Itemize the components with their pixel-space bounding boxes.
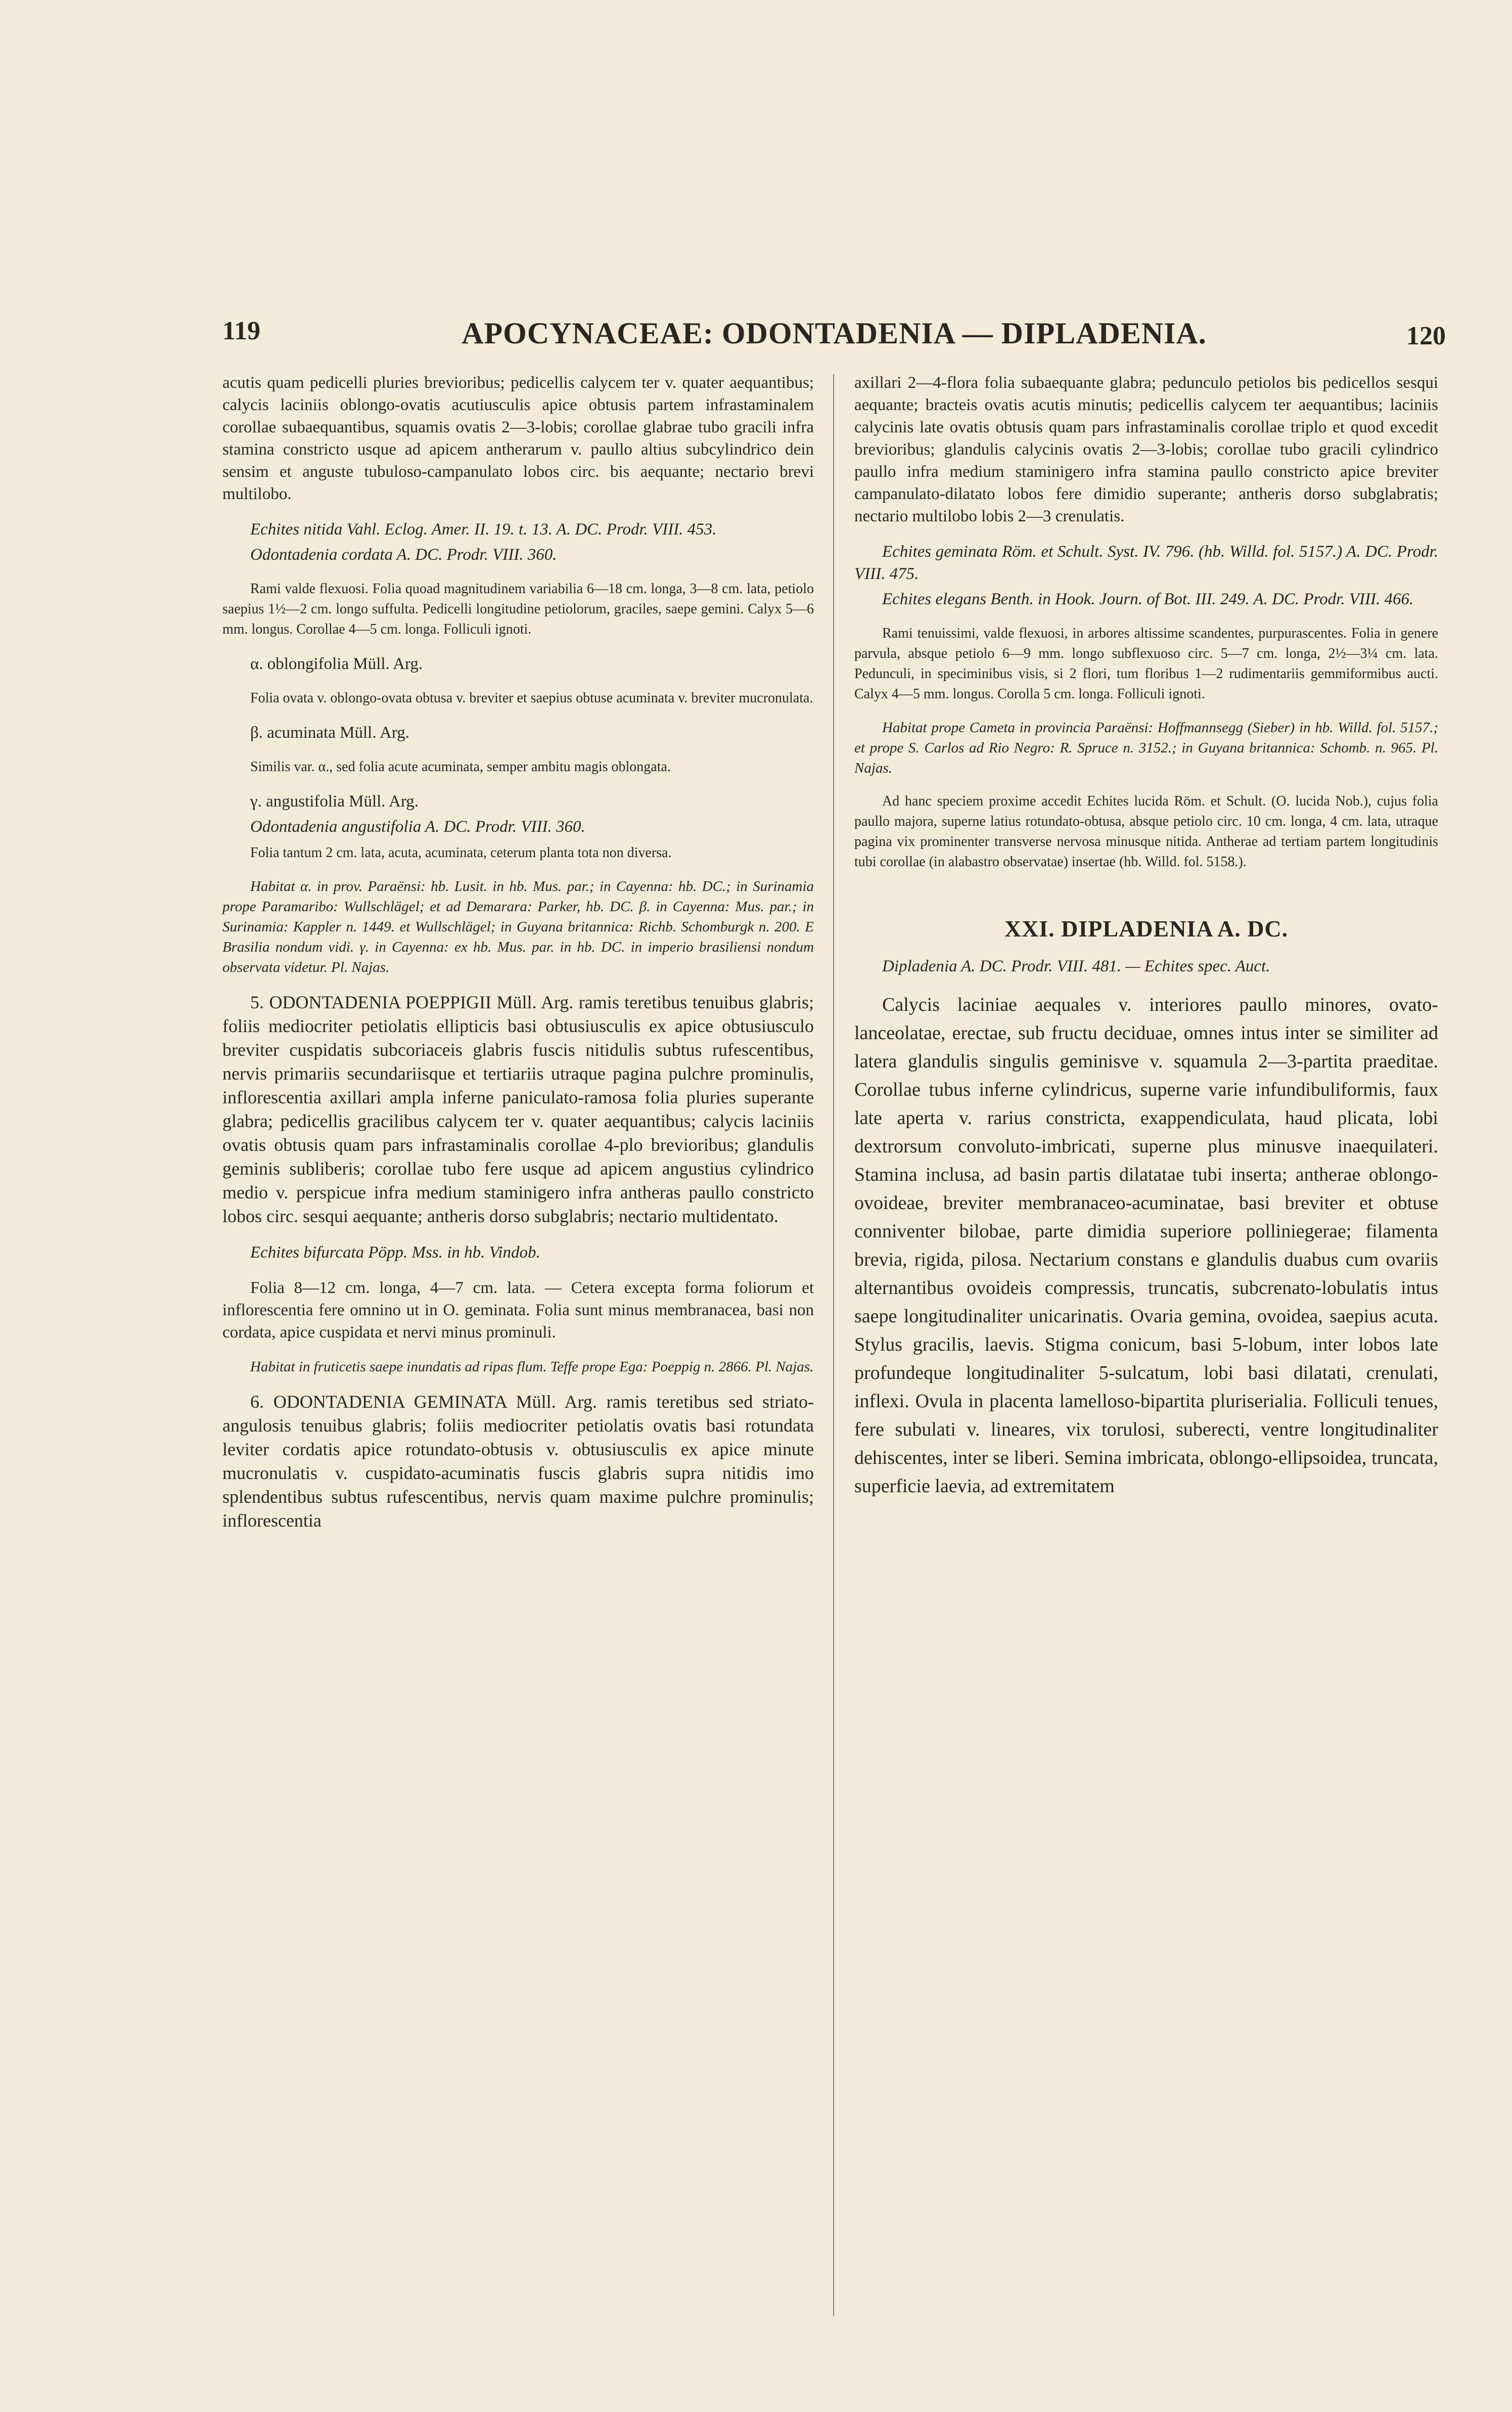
- genus-description: Calycis laciniae aequales v. interiores paullo minores, ovato-lanceolatae, erectae, sub fructu deciduae, omnes intus inter se similiter ad latera glandulis singulis geminisve v. squamula 2—3-partita praeditae. Corollae tubus inferne cylindricus, superne varie infundibuliformis, faux late aperta v. rarius constricta, exappendiculata, haud plicata, lobi dextrorsum convoluto-imbricati, superne plus minusve inaequilateri. Stamina inclusa, ad basin partis dilatatae tubi inserta; antherae oblongo-ovoideae, breviter membranaceo-acuminatae, basi breviter et obtuse conniventer bilobae, parte dimidia superiore polliniegerae; filamenta brevia, rigida, pilosa. Nectarium constans e glandulis duabus cum ovariis alternantibus ovoideis compressis, truncatis, subcrenato-lobulatis intus saepe longitudinaliter unicarinatis. Ovaria gemina, ovoidea, saepius acuta. Stylus gracilis, laevis. Stigma conicum, basi 5-lobum, inter lobos late profundeque longitudinaliter 5-sulcatum, lobi basi dilatati, crenulati, inflexi. Ovula in placenta lamelloso-bipartita pluriserialia. Folliculi tenues, fere subulati v. lineares, vix torulosi, suberecti, ventre longitudinaliter dehiscentes, inter se liberi. Semina imbricata, oblongo-ellipsoidea, truncata, superficie laevia, ad extremitatem: [854, 994, 1438, 1497]
- synonym: Echites bifurcata Pöpp. Mss. in hb. Vindob.: [250, 1243, 540, 1262]
- variety-description: Similis var. α., sed folia acute acuminata, semper ambitu magis oblongata.: [250, 759, 671, 775]
- page-number-left: 119: [222, 317, 261, 345]
- synonym: Odontadenia cordata A. DC. Prodr. VIII. 360.: [250, 546, 557, 564]
- variety-description: Folia tantum 2 cm. lata, acuta, acuminata, ceterum planta tota non diversa.: [250, 845, 672, 861]
- variety-description: Folia ovata v. oblongo-ovata obtusa v. breviter et saepius obtuse acuminata v. breviter mucronulata.: [250, 690, 813, 706]
- genus-title: XXI. DIPLADENIA A. DC.: [1004, 916, 1289, 942]
- paragraph: axillari 2—4-flora folia subaequante glabra; pedunculo petiolos bis pedicellos sesqui aequante; bracteis ovatis acutis minutis; pedicellis calycem ter aequantibus; laciniis calycinis late ovatis obtusis quam pars infrastaminalis corollae triplo et quod excedit brevioribus; glandulis calycinis ovatis 2—3-lobis; corollae tubo gracili cylindrico paullo infra medium staminigero infra stamina paullo constricto apice breviter campanulato-dilatato lobos fere dimidio superante; antheris dorso subglabratis; nectario multilobo lobis 2—3 crenulatis.: [854, 374, 1438, 525]
- left-column: [222, 372, 814, 1546]
- paragraph: acutis quam pedicelli pluries brevioribus; pedicellis calycem ter v. quater aequantibus; calycis laciniis oblongo-ovatis acutiusculis apice obtusis partem infrastaminalem corollae subaequantibus, squamis ovatis 2—3-lobis; corollae glabrae tubo gracili infra stamina constricto usque ad apicem antherarum v. paullo altius subcylindrico dein sensim et anguste tubuloso-campanulato lobos circ. bis aequante; nectario brevi multilobo.: [222, 374, 814, 503]
- habitat: Habitat α. in prov. Paraënsi: hb. Lusit. in hb. Mus. par.; in Cayenna: hb. DC.; in Surinamia prope Paramaribo: Wullschlägel; et ad Demarara: Parker, hb. DC. β. in Cayenna: Mus. par.; in Surinamia: Kappler n. 1449. et Wullschlägel; in Guyana britannica: Richb. Schomburgk n. 200. E Brasilia nondum vidi. γ. in Cayenna: ex hb. Mus. par. in hb. DC. in imperio brasiliensi nondum observata videtur. Pl. Najas.: [222, 878, 814, 975]
- synonym: Echites geminata Röm. et Schult. Syst. IV. 796. (hb. Willd. fol. 5157.) A. DC. Prodr. VIII. 475.: [854, 543, 1438, 583]
- column-divider: [833, 374, 834, 2316]
- genus-synonym: Dipladenia A. DC. Prodr. VIII. 481. — Echites spec. Auct.: [882, 957, 1270, 975]
- species-description: 6. ODONTADENIA GEMINATA Müll. Arg. ramis teretibus sed striato-angulosis tenuibus glabris; foliis mediocriter petiolatis ovatis basi rotundata leviter cordatis apice rotundato-obtusis v. obtusiusculis ex apice minute mucronulatis v. cuspidato-acuminatis fuscis glabris supra nitidis imo splendentibus subtus rufescentibus, nervis quam maxime pulchre prominulis; inflorescentia: [222, 1392, 814, 1531]
- variety-title: γ. angustifolia Müll. Arg.: [250, 792, 419, 811]
- habitat: Habitat in fruticetis saepe inundatis ad ripas flum. Teffe prope Ega: Poeppig n. 2866. Pl. Najas.: [250, 1359, 814, 1375]
- page-header: [222, 316, 1446, 356]
- running-title: APOCYNACEAE: ODONTADENIA — DIPLADENIA.: [462, 317, 1207, 350]
- habitat: Habitat prope Cameta in provincia Paraënsi: Hoffmannsegg (Sieber) in hb. Willd. fol. 5157.; et prope S. Carlos ad Rio Negro: R. Spruce n. 3152.; in Guyana britannica: Schomb. n. 965. Pl. Najas.: [854, 720, 1438, 776]
- description: Folia 8—12 cm. longa, 4—7 cm. lata. — Cetera excepta forma foliorum et inflorescentia fere omnino ut in O. geminata. Folia sunt minus membranacea, basi non cordata, apice cuspidata et nervi minus prominuli.: [222, 1279, 814, 1342]
- synonym: Odontadenia angustifolia A. DC. Prodr. VIII. 360.: [250, 818, 585, 836]
- variety-title: α. oblongifolia Müll. Arg.: [250, 655, 423, 673]
- description: Rami tenuissimi, valde flexuosi, in arbores altissime scandentes, purpurascentes. Folia in genere parvula, absque petiolo 6—9 mm. longo subflexuoso circ. 5—7 cm. longa, 2½—3¼ cm. lata. Pedunculi, in speciminibus visis, si 2 flori, tum floribus 1—2 rudimentariis gemmiformibus aucti. Calyx 4—5 mm. longus. Corolla 5 cm. longa. Folliculi ignoti.: [854, 626, 1438, 702]
- page-number-right: 120: [1406, 322, 1446, 350]
- synonym: Echites elegans Benth. in Hook. Journ. of Bot. III. 249. A. DC. Prodr. VIII. 466.: [882, 590, 1414, 608]
- note: Ad hanc speciem proxime accedit Echites lucida Röm. et Schult. (O. lucida Nob.), cujus folia paullo majora, superne latius rotundato-obtusa, absque petiolo circ. 10 cm. longa, 4 cm. lata, utraque pagina vix prominenter transverse nervosa minusque nitida. Antherae ad tertiam partem longitudinis tubi corollae (in alabastro observatae) insertae (hb. Willd. fol. 5158.).: [854, 793, 1438, 870]
- species-description: 5. ODONTADENIA POEPPIGII Müll. Arg. ramis teretibus tenuibus glabris; foliis mediocriter petiolatis ellipticis basi obtusiusculis ex apice obtusiusculo breviter cuspidatis subcoriaceis glabris fuscis nitidulis subtus rufescentibus, nervis primariis secundariisque et tertiariis utraque pagina pulchre prominulis, inflorescentia axillari ampla inferne paniculato-ramosa folia pluries superante glabra; pedicellis gracilibus calycem ter v. quater aequantibus; calycis laciniis ovatis obtusis quam pars infrastaminalis corollae 4-plo brevioribus; glandulis geminis subliberis; corollae tubo fere usque ad apicem angustius cylindrico medio v. perspicue infra medium staminigero infra antheras paullo constricto lobos circ. sesqui aequante; antheris dorso subglabris; nectario multidentato.: [222, 992, 814, 1226]
- description: Rami valde flexuosi. Folia quoad magnitudinem variabilia 6—18 cm. longa, 3—8 cm. lata, petiolo saepius 1½—2 cm. longo suffulta. Pedicelli longitudine petiolorum, graciles, saepe gemini. Calyx 5—6 mm. longus. Corollae 4—5 cm. longa. Folliculi ignoti.: [222, 581, 814, 637]
- right-column: [854, 372, 1438, 1513]
- synonym: Echites nitida Vahl. Eclog. Amer. II. 19. t. 13. A. DC. Prodr. VIII. 453.: [250, 520, 717, 539]
- variety-title: β. acuminata Müll. Arg.: [250, 724, 409, 742]
